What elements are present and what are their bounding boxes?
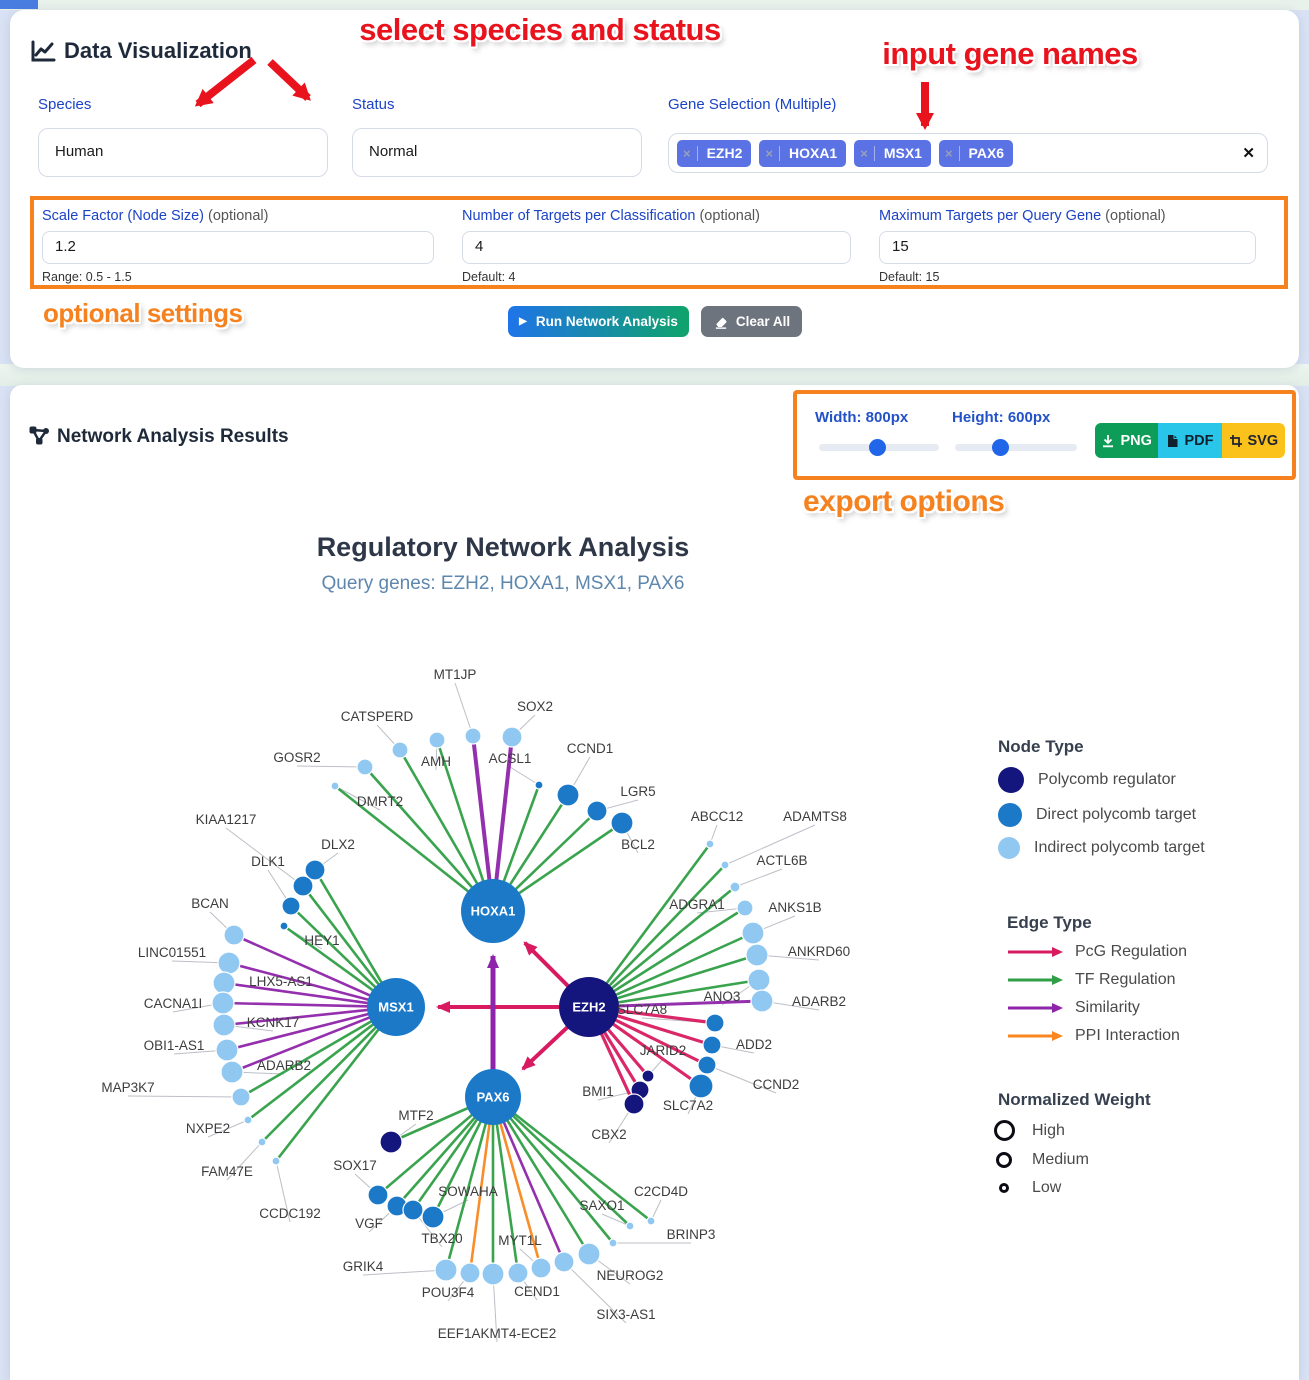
- graph-node-CACNA1I[interactable]: [212, 992, 234, 1014]
- node-legend-item: [998, 837, 1205, 859]
- graph-node-C2CD4D[interactable]: [647, 1217, 655, 1225]
- annotation-optional-settings: optional settings: [43, 298, 243, 328]
- graph-node-label: ANKRD60: [787, 944, 851, 959]
- graph-node-label: HOXA1: [470, 903, 516, 919]
- graph-node-label: DLK1: [251, 854, 285, 869]
- graph-node-label: ADD2: [735, 1037, 773, 1052]
- graph-node-AMH[interactable]: [429, 732, 445, 748]
- graph-node-label: NEUROG2: [596, 1268, 664, 1283]
- graph-node-DLK1[interactable]: [282, 897, 300, 915]
- status-input[interactable]: Normal: [352, 128, 642, 177]
- graph-node-label: BCAN: [191, 896, 229, 911]
- weight-legend-items: [998, 1120, 1151, 1197]
- graph-node-label: EEF1AKMT4-ECE2: [437, 1326, 557, 1341]
- results-card: [10, 385, 1299, 1380]
- edge-legend-items: [1007, 943, 1187, 1045]
- graph-node-HEY1[interactable]: [280, 922, 288, 930]
- graph-node-ANKS1B[interactable]: [742, 922, 764, 944]
- graph-node-label: SLC7A2: [662, 1098, 714, 1113]
- graph-node-label: ADAMTS8: [783, 809, 847, 824]
- graph-node-label: MT1JP: [433, 667, 477, 682]
- graph-node-BRINP3[interactable]: [609, 1239, 617, 1247]
- run-button-label: Run Network Analysis: [535, 314, 678, 329]
- gene-tag-EZH2[interactable]: [677, 140, 751, 167]
- legend-ring-icon: [998, 1183, 1024, 1193]
- species-label: Species: [38, 96, 92, 113]
- legend-arrow-icon: [1007, 1030, 1065, 1042]
- graph-node-label: FAM47E: [201, 1164, 253, 1179]
- optional-field-helper: Default: 15: [879, 270, 940, 284]
- graph-node-ADARB2_L[interactable]: [221, 1061, 243, 1083]
- graph-node-label: KCNK17: [246, 1015, 300, 1030]
- graph-node-label: LINC01551: [137, 945, 207, 960]
- play-icon: ▶: [519, 316, 527, 327]
- legend-item-label: PcG Regulation: [1075, 943, 1188, 960]
- graph-node-label: EZH2: [572, 999, 606, 1015]
- graph-node-FAM47E[interactable]: [258, 1138, 266, 1146]
- graph-node-CCND1[interactable]: [557, 784, 579, 806]
- legend-arrow-icon: [1007, 946, 1065, 958]
- graph-node-label: HEY1: [304, 933, 340, 948]
- graph-node-label: ADGRA1: [669, 897, 725, 912]
- graph-node-LGR5[interactable]: [587, 801, 607, 821]
- graph-node-CCND2[interactable]: [698, 1056, 716, 1074]
- optional-settings-box: [30, 196, 1288, 289]
- graph-node-label: ACSL1: [488, 751, 532, 766]
- graph-node-label: MAP3K7: [101, 1080, 155, 1095]
- graph-node-SIX3AS1[interactable]: [554, 1252, 574, 1272]
- legend-arrow-icon: [1007, 1002, 1065, 1014]
- edge-legend-item: [1007, 1027, 1187, 1045]
- width-slider-track[interactable]: [819, 444, 939, 451]
- node-legend-item: [998, 803, 1205, 827]
- graph-node-label: JARID2: [639, 1043, 687, 1058]
- graph-node-label: ACTL6B: [756, 853, 808, 868]
- graph-node-ADAMTS8[interactable]: [721, 861, 729, 869]
- run-network-analysis-button[interactable]: [508, 306, 689, 337]
- graph-node-LHX5AS1[interactable]: [213, 972, 235, 994]
- chart-line-icon: [30, 40, 57, 64]
- graph-node-SLC7A2[interactable]: [689, 1074, 713, 1098]
- clear-all-button[interactable]: [701, 306, 802, 337]
- gene-tag-label: PAX6: [968, 145, 1005, 161]
- graph-node-NXPE2[interactable]: [244, 1116, 252, 1124]
- optional-field-helper: Default: 4: [462, 270, 516, 284]
- weight-legend-title: Normalized Weight: [998, 1090, 1151, 1109]
- graph-node-label: ABCC12: [690, 809, 744, 824]
- graph-node-CCDC192[interactable]: [272, 1157, 280, 1165]
- graph-node-label: SOWAHA: [438, 1184, 498, 1199]
- legend-dot-icon: [998, 837, 1020, 859]
- legend-ring-icon: [998, 1120, 1024, 1141]
- gene-tag-MSX1[interactable]: [854, 140, 931, 167]
- legend-item-label: Direct polycomb target: [1036, 806, 1197, 823]
- graph-node-label: ANKS1B: [768, 900, 822, 915]
- edge-type-legend: [1007, 913, 1187, 1045]
- legend-arrow-icon: [1007, 974, 1065, 986]
- graph-node-label: CATSPERD: [340, 709, 414, 724]
- legend-item-label: PPI Interaction: [1075, 1027, 1180, 1044]
- graph-node-JARID2[interactable]: [642, 1070, 654, 1082]
- graph-node-MAP3K7[interactable]: [232, 1088, 250, 1106]
- optional-field-input[interactable]: 4: [462, 231, 851, 264]
- graph-node-label: SLC7A8: [616, 1002, 668, 1017]
- graph-node-TBX20[interactable]: [403, 1200, 423, 1220]
- export-png-button[interactable]: [1095, 423, 1158, 458]
- export-button-label: PNG: [1120, 432, 1152, 449]
- chart-title: Regulatory Network Analysis: [316, 532, 690, 562]
- graph-node-KIAA1217[interactable]: [293, 876, 313, 896]
- optional-field-label: Number of Targets per Classification (optional): [462, 208, 760, 224]
- form-title: Data Visualization: [64, 38, 252, 63]
- gene-tag-label: MSX1: [883, 145, 922, 161]
- graph-node-ABCC12[interactable]: [706, 840, 714, 848]
- optional-field-label: Maximum Targets per Query Gene (optional): [879, 208, 1166, 224]
- annotation-select-species: select species and status: [359, 12, 721, 47]
- graph-node-label: GOSR2: [273, 750, 321, 765]
- legend-dot-icon: [998, 803, 1022, 827]
- gene-selection-input[interactable]: [668, 133, 1268, 173]
- weight-legend-item: [998, 1151, 1151, 1169]
- width-slider-label: Width: 800px: [815, 409, 909, 426]
- optional-field-1: [462, 208, 879, 285]
- graph-node-ANKRD60[interactable]: [746, 944, 768, 966]
- optional-field-label: Scale Factor (Node Size) (optional): [42, 208, 269, 224]
- graph-node-DMRT2[interactable]: [331, 782, 339, 790]
- graph-node-CEND1[interactable]: [508, 1263, 528, 1283]
- graph-node-ADARB2_R[interactable]: [751, 990, 773, 1012]
- page-top-strip: [0, 0, 1309, 10]
- legend-item-label: Low: [1032, 1179, 1062, 1196]
- legend-item-label: High: [1032, 1121, 1065, 1139]
- label-leader-line: [735, 869, 782, 887]
- optional-field-2: [879, 208, 1284, 285]
- graph-node-label: CCDC192: [259, 1206, 321, 1221]
- graph-node-label: CBX2: [591, 1127, 627, 1142]
- export-svg-button[interactable]: [1222, 423, 1285, 458]
- download-icon: [1101, 434, 1115, 448]
- graph-node-label: BMI1: [582, 1084, 614, 1099]
- graph-node-CBX2[interactable]: [624, 1094, 644, 1114]
- weight-legend-item: [998, 1179, 1151, 1197]
- network-icon: [28, 425, 52, 447]
- legend-item-label: Medium: [1032, 1151, 1089, 1168]
- species-input[interactable]: Human: [38, 128, 328, 177]
- gene-tag-label: EZH2: [706, 145, 743, 161]
- width-slider-thumb[interactable]: [869, 439, 886, 456]
- graph-node-CATSPERD[interactable]: [392, 742, 408, 758]
- graph-node-SAXO1[interactable]: [626, 1222, 634, 1230]
- graph-node-label: MYT1L: [498, 1233, 542, 1248]
- clear-button-label: Clear All: [735, 314, 791, 329]
- graph-edge-PAX6-C2CD4D: [493, 1097, 651, 1221]
- graph-node-ACSL1[interactable]: [535, 781, 543, 789]
- red-arrows-species-status: [170, 48, 340, 118]
- graph-node-GRIK4[interactable]: [435, 1259, 457, 1281]
- top-left-blue-strip: [0, 0, 38, 9]
- remove-tag-icon[interactable]: ×: [677, 146, 698, 161]
- height-slider-label: Height: 600px: [952, 409, 1051, 426]
- graph-node-label: CACNA1I: [143, 996, 203, 1011]
- remove-tag-icon[interactable]: ×: [759, 146, 780, 161]
- graph-node-POU3F4[interactable]: [460, 1263, 480, 1283]
- graph-edge-EZH2-ABCC12: [589, 844, 710, 1007]
- graph-node-OBI1AS1[interactable]: [216, 1039, 238, 1061]
- graph-node-label: SOX2: [516, 699, 554, 714]
- legend-item-label: Polycomb regulator: [1038, 771, 1176, 788]
- export-options-box: [793, 390, 1296, 480]
- weight-legend-item: [998, 1120, 1151, 1141]
- chart-subtitle: Query genes: EZH2, HOXA1, MSX1, PAX6: [321, 573, 685, 594]
- graph-node-label: BRINP3: [666, 1227, 716, 1242]
- graph-node-BCL2[interactable]: [611, 812, 633, 834]
- graph-node-SLC7A8[interactable]: [706, 1014, 724, 1032]
- network-graph[interactable]: [10, 620, 1000, 1380]
- graph-node-label: LGR5: [620, 784, 656, 799]
- clear-genes-icon[interactable]: ✕: [1242, 145, 1255, 162]
- graph-node-label: SAXO1: [579, 1198, 625, 1213]
- label-leader-line: [510, 767, 539, 785]
- remove-tag-icon[interactable]: ×: [854, 146, 875, 161]
- graph-node-BCAN[interactable]: [224, 925, 244, 945]
- optional-field-helper: Range: 0.5 - 1.5: [42, 270, 132, 284]
- graph-node-label: DLX2: [321, 837, 355, 852]
- label-leader-line: [128, 1096, 241, 1097]
- edge-legend-title: Edge Type: [1007, 913, 1092, 932]
- graph-node-label: KIAA1217: [195, 812, 257, 827]
- graph-node-label: ANO3: [703, 989, 741, 1004]
- graph-node-LINC01551[interactable]: [218, 952, 240, 974]
- eraser-icon: [713, 314, 729, 329]
- graph-node-label: GRIK4: [342, 1259, 384, 1274]
- graph-node-label: CCND1: [566, 741, 614, 756]
- legend-item-label: Similarity: [1075, 999, 1140, 1016]
- graph-node-label: SOX17: [333, 1158, 377, 1173]
- graph-node-label: NXPE2: [185, 1121, 231, 1136]
- graph-node-label: DMRT2: [356, 794, 404, 809]
- graph-node-label: ADARB2: [791, 994, 847, 1009]
- graph-node-label: TBX20: [421, 1231, 463, 1246]
- graph-node-NEUROG2[interactable]: [578, 1243, 600, 1265]
- edge-legend-item: [1007, 999, 1187, 1017]
- node-type-legend: [998, 737, 1205, 859]
- export-pdf-button[interactable]: [1158, 423, 1221, 458]
- graph-node-label: C2CD4D: [633, 1184, 689, 1199]
- graph-node-label: OBI1-AS1: [143, 1038, 205, 1053]
- genes-label: Gene Selection (Multiple): [668, 96, 837, 113]
- legend-item-label: Indirect polycomb target: [1034, 839, 1205, 856]
- node-legend-items: [998, 767, 1205, 859]
- file-icon: [1166, 434, 1179, 448]
- graph-node-KCNK17[interactable]: [213, 1014, 235, 1036]
- graph-node-EEF1AKMT4[interactable]: [482, 1263, 504, 1285]
- results-title: Network Analysis Results: [57, 426, 289, 447]
- graph-node-GOSR2[interactable]: [357, 759, 373, 775]
- graph-node-ACTL6B[interactable]: [730, 882, 740, 892]
- graph-node-label: MTF2: [398, 1108, 434, 1123]
- legend-item-label: TF Regulation: [1075, 971, 1176, 988]
- graph-node-label: SIX3-AS1: [596, 1307, 656, 1322]
- gene-tag-HOXA1[interactable]: [759, 140, 846, 167]
- graph-node-label: CCND2: [752, 1077, 800, 1092]
- gene-tag-PAX6[interactable]: [939, 140, 1013, 167]
- graph-node-ADD2[interactable]: [703, 1036, 721, 1054]
- optional-field-input[interactable]: 1.2: [42, 231, 434, 264]
- graph-node-label: VGF: [355, 1216, 383, 1231]
- graph-node-MYT1L[interactable]: [531, 1258, 551, 1278]
- legend-dot-icon: [998, 767, 1024, 793]
- export-buttons: [1095, 423, 1285, 458]
- gene-tags: [677, 140, 1013, 167]
- graph-node-label: ADARB2: [256, 1058, 312, 1073]
- status-label: Status: [352, 96, 395, 113]
- export-button-label: SVG: [1247, 432, 1279, 449]
- gene-tag-label: HOXA1: [788, 145, 838, 161]
- height-slider-track[interactable]: [955, 444, 1077, 451]
- graph-node-SOX17[interactable]: [368, 1185, 388, 1205]
- height-slider-thumb[interactable]: [992, 439, 1009, 456]
- graph-node-MTF2[interactable]: [380, 1131, 402, 1153]
- graph-node-MT1JP[interactable]: [465, 728, 481, 744]
- node-legend-title: Node Type: [998, 737, 1084, 756]
- form-buttons-row: [10, 306, 1299, 338]
- export-button-label: PDF: [1184, 432, 1214, 449]
- graph-node-ADGRA1[interactable]: [737, 900, 753, 916]
- label-leader-line: [297, 766, 365, 767]
- graph-node-label: BCL2: [621, 837, 655, 852]
- edge-legend-item: [1007, 971, 1187, 989]
- graph-node-label: PAX6: [476, 1089, 510, 1105]
- edge-legend-item: [1007, 943, 1187, 961]
- weight-legend: [998, 1090, 1151, 1197]
- optional-field-0: [42, 208, 462, 285]
- legend-ring-icon: [998, 1152, 1024, 1168]
- graph-node-label: AMH: [421, 754, 451, 769]
- annotation-export-options: export options: [803, 485, 1005, 518]
- data-visualization-card: [10, 10, 1299, 368]
- graph-node-label: LHX5-AS1: [249, 974, 313, 989]
- node-legend-item: [998, 767, 1205, 793]
- graph-node-label: POU3F4: [421, 1285, 475, 1300]
- graph-node-ANO3[interactable]: [748, 969, 770, 991]
- graph-node-label: MSX1: [378, 999, 414, 1015]
- annotation-input-genes: input gene names: [882, 36, 1138, 71]
- graph-node-SOWAHA[interactable]: [422, 1206, 444, 1228]
- graph-node-label: CEND1: [514, 1284, 560, 1299]
- frame-icon: [1229, 434, 1243, 448]
- graph-node-SOX2[interactable]: [502, 727, 522, 747]
- remove-tag-icon[interactable]: ×: [939, 146, 960, 161]
- optional-field-input[interactable]: 15: [879, 231, 1256, 264]
